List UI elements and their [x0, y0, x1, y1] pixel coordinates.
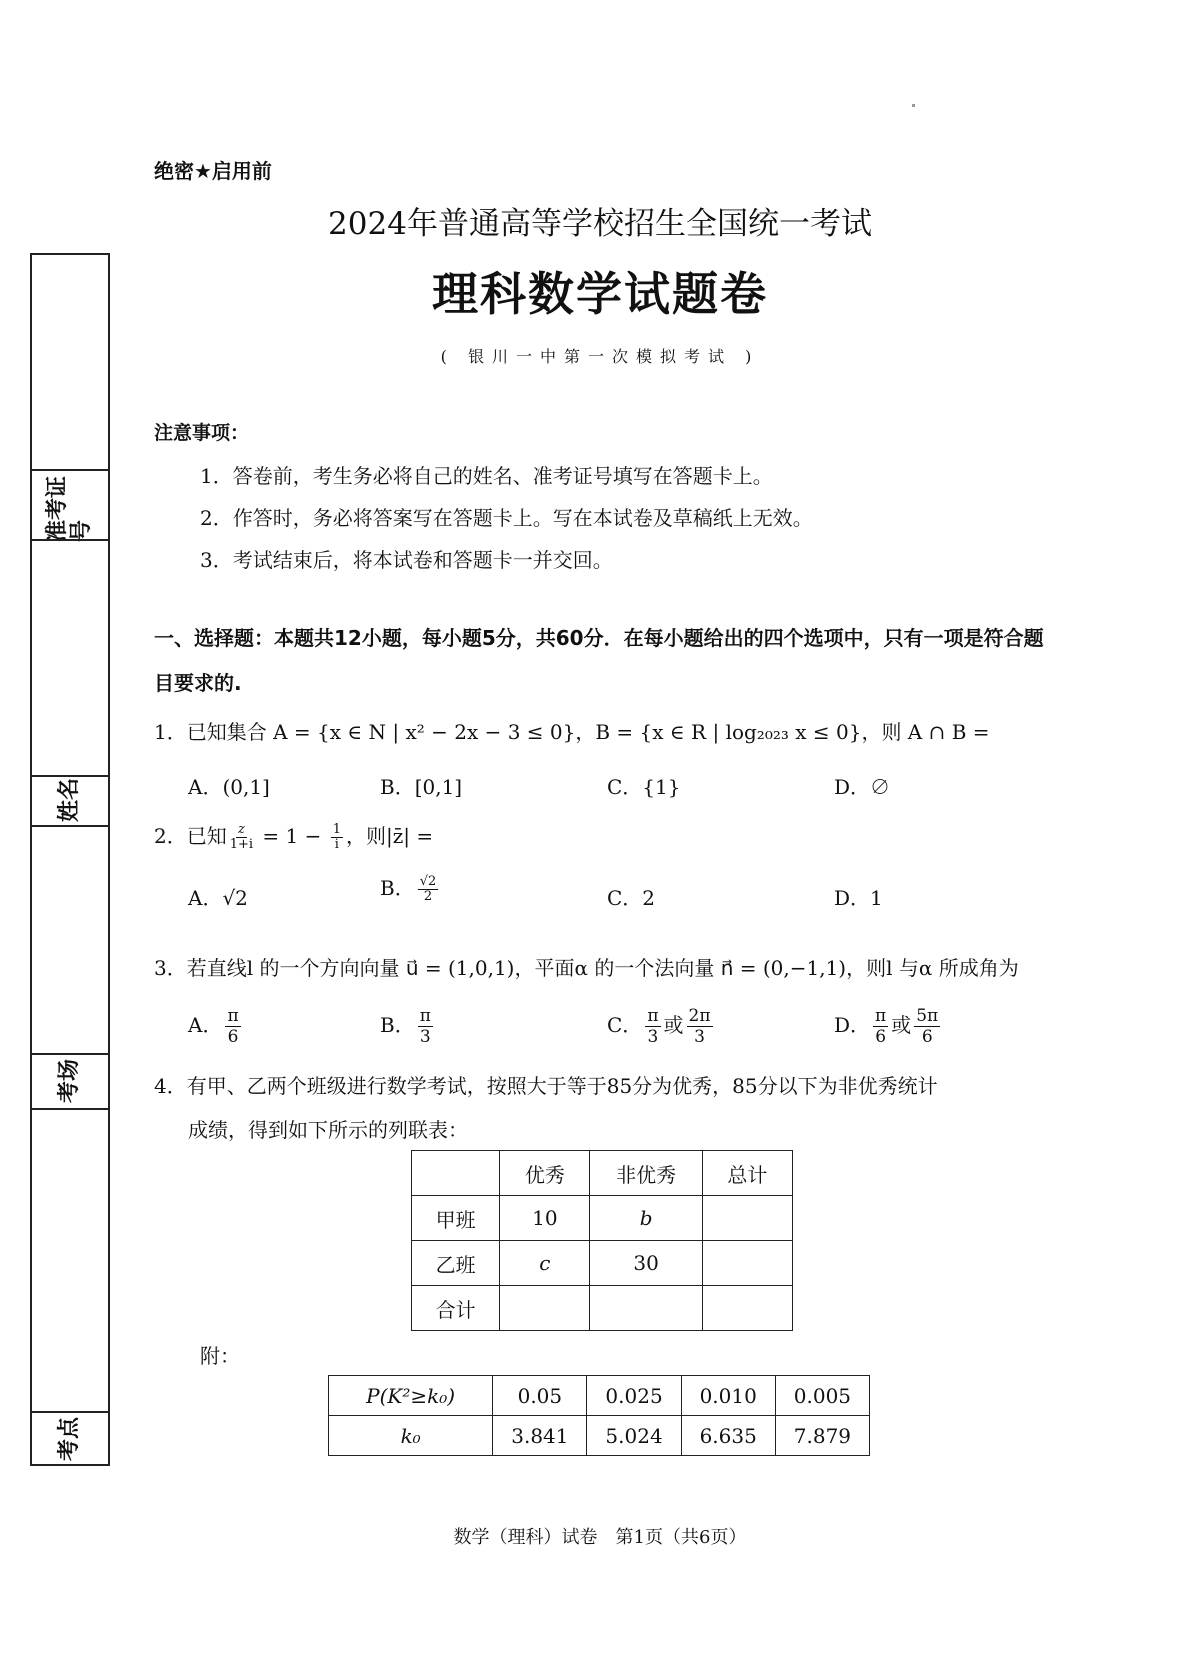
notice-item: 1．答卷前，考生务必将自己的姓名、准考证号填写在答题卡上。: [200, 464, 773, 488]
q3-optd-label: D．: [834, 1013, 871, 1037]
table-cell: 5.024: [587, 1416, 681, 1456]
binding-label-exam-id: 准考证号: [45, 475, 94, 542]
q2-frac2-den: i: [334, 837, 339, 852]
q3-optc-fraction-1: [645, 1006, 660, 1047]
q2-optb-fraction: [418, 875, 439, 904]
table-cell: 合计: [412, 1286, 500, 1331]
q3-optd-num2: 5π: [916, 1006, 939, 1026]
section-heading: 一、选择题：本题共12小题，每小题5分，共60分．在每小题给出的四个选项中，只有一项是符合题目要求的.: [154, 626, 1044, 695]
q3-opta-fraction: [225, 1006, 240, 1047]
table-row: [412, 1241, 793, 1286]
q3-optc-num2: 2π: [688, 1006, 711, 1026]
table-cell: 10: [500, 1196, 590, 1241]
q3-optd-fraction-1: [873, 1006, 888, 1047]
notice-item: 3．考试结束后，将本试卷和答题卡一并交回。: [200, 548, 613, 572]
table-header-cell: 优秀: [500, 1151, 590, 1196]
q3-opta-num: π: [227, 1006, 239, 1026]
q3-optd-or: 或: [891, 1013, 912, 1037]
q2-suffix: ，则|z̄| =: [346, 824, 434, 848]
scan-speck: [912, 104, 915, 107]
table-cell: 乙班: [412, 1241, 500, 1286]
question-1-option-c: C．{1}: [607, 775, 681, 799]
binding-divider: [32, 825, 108, 827]
q3-optb-fraction: [418, 1006, 433, 1047]
q2-optb-den: 2: [423, 889, 433, 904]
exam-title: 2024年普通高等学校招生全国统一考试: [328, 206, 872, 242]
notice-item: 2．作答时，务必将答案写在答题卡上。写在本试卷及草稿纸上无效。: [200, 506, 813, 530]
q2-frac1-den: 1+i: [229, 837, 254, 852]
binding-divider: [32, 1108, 108, 1110]
table-row: [329, 1376, 870, 1416]
table-cell: 6.635: [681, 1416, 775, 1456]
q3-optc-label: C．: [607, 1013, 643, 1037]
table-header-cell: [412, 1151, 500, 1196]
question-4-stem-line-2: 成绩，得到如下所示的列联表：: [188, 1118, 468, 1142]
q3-optc-or: 或: [663, 1013, 684, 1037]
q3-optd-num1: π: [875, 1006, 887, 1026]
notice-heading: 注意事项：: [154, 422, 250, 444]
q2-frac2-num: 1: [332, 822, 342, 837]
table-cell: b: [590, 1196, 702, 1241]
q3-optc-den1: 3: [647, 1027, 659, 1047]
question-3-stem: 3．若直线l 的一个方向向量 u⃗ = (1,0,1)，平面α 的一个法向量 n⃗ = (0,−1,1)，则l 与α 所成角为: [154, 956, 1019, 980]
binding-label-exam-site: 考点: [56, 1416, 82, 1461]
table-row: [412, 1286, 793, 1331]
question-3-option-c: [607, 1006, 716, 1047]
q2-mid: = 1 −: [256, 824, 328, 848]
table-header-row: [412, 1151, 793, 1196]
q3-optb-den: 3: [419, 1027, 431, 1047]
table-cell: [702, 1286, 792, 1331]
table-cell: 甲班: [412, 1196, 500, 1241]
table-cell: 30: [590, 1241, 702, 1286]
table-cell: 0.05: [493, 1376, 587, 1416]
table-row: [412, 1196, 793, 1241]
question-3-option-b: [380, 1006, 436, 1047]
contingency-table: [411, 1150, 793, 1331]
q2-optb-num: √2: [419, 874, 437, 889]
table-cell: 0.010: [681, 1376, 775, 1416]
table-header-cell: 非优秀: [590, 1151, 702, 1196]
critical-value-table: [328, 1375, 870, 1456]
question-2-option-c: C．2: [607, 886, 656, 910]
q3-optd-fraction-2: [914, 1006, 940, 1047]
table-cell: 3.841: [493, 1416, 587, 1456]
table-cell: k₀: [329, 1416, 493, 1456]
question-1-option-d: D．∅: [834, 775, 891, 799]
q3-optc-den2: 3: [694, 1027, 705, 1047]
question-2-option-b: [380, 872, 441, 904]
table-cell: [702, 1196, 792, 1241]
question-3-option-a: [188, 1006, 244, 1047]
binding-column: [30, 253, 110, 1466]
table-row: [329, 1416, 870, 1456]
q3-optc-num1: π: [647, 1006, 659, 1026]
table-cell: c: [500, 1241, 590, 1286]
q2-fraction-2: [331, 823, 343, 852]
question-2-stem: [154, 820, 433, 852]
q3-optb-num: π: [419, 1006, 431, 1026]
binding-label-exam-room: 考场: [56, 1058, 82, 1103]
table-cell: [702, 1241, 792, 1286]
q3-optd-den2: 6: [921, 1027, 933, 1047]
table-cell: 0.005: [775, 1376, 869, 1416]
q3-opta-label: A．: [188, 1013, 223, 1037]
secret-label: 绝密★启用前: [154, 159, 272, 183]
question-1-stem: 1．已知集合 A = {x ∈ N | x² − 2x − 3 ≤ 0}，B = {x ∈ R | log₂₀₂₃ x ≤ 0}，则 A ∩ B =: [154, 720, 990, 744]
table-cell: 0.025: [587, 1376, 681, 1416]
q3-optd-den1: 6: [875, 1027, 887, 1047]
question-2-option-d: D．1: [834, 886, 883, 910]
q2-prefix: 2．已知: [154, 824, 227, 848]
table-cell: [500, 1286, 590, 1331]
q3-opta-den: 6: [227, 1027, 239, 1047]
binding-label-name: 姓名: [56, 777, 82, 823]
page-footer: 数学（理科）试卷 第1页（共6页）: [453, 1527, 747, 1548]
question-1-option-a: A．(0,1]: [188, 775, 270, 799]
q3-optb-label: B．: [380, 1013, 415, 1037]
table-cell: 7.879: [775, 1416, 869, 1456]
table-cell: P(K²≥k₀): [329, 1376, 493, 1416]
binding-divider: [32, 539, 108, 541]
table-cell: [590, 1286, 702, 1331]
q2-fraction-1: [230, 823, 253, 852]
question-3-option-d: [834, 1006, 943, 1047]
question-1-option-b: B．[0,1]: [380, 775, 463, 799]
question-2-option-a: A．√2: [188, 886, 248, 910]
q2-optb-label: B．: [380, 876, 415, 900]
page-title: 理科数学试题卷: [432, 267, 768, 321]
sub-title: ( 银川一中第一次模拟考试 ): [440, 347, 760, 366]
table-header-cell: 总计: [702, 1151, 792, 1196]
question-4-stem-line-1: 4．有甲、乙两个班级进行数学考试，按照大于等于85分为优秀，85分以下为非优秀统计: [154, 1074, 938, 1098]
q3-optc-fraction-2: [687, 1006, 713, 1047]
q2-frac1-num: z: [237, 822, 245, 837]
appendix-label: 附：: [200, 1344, 240, 1368]
